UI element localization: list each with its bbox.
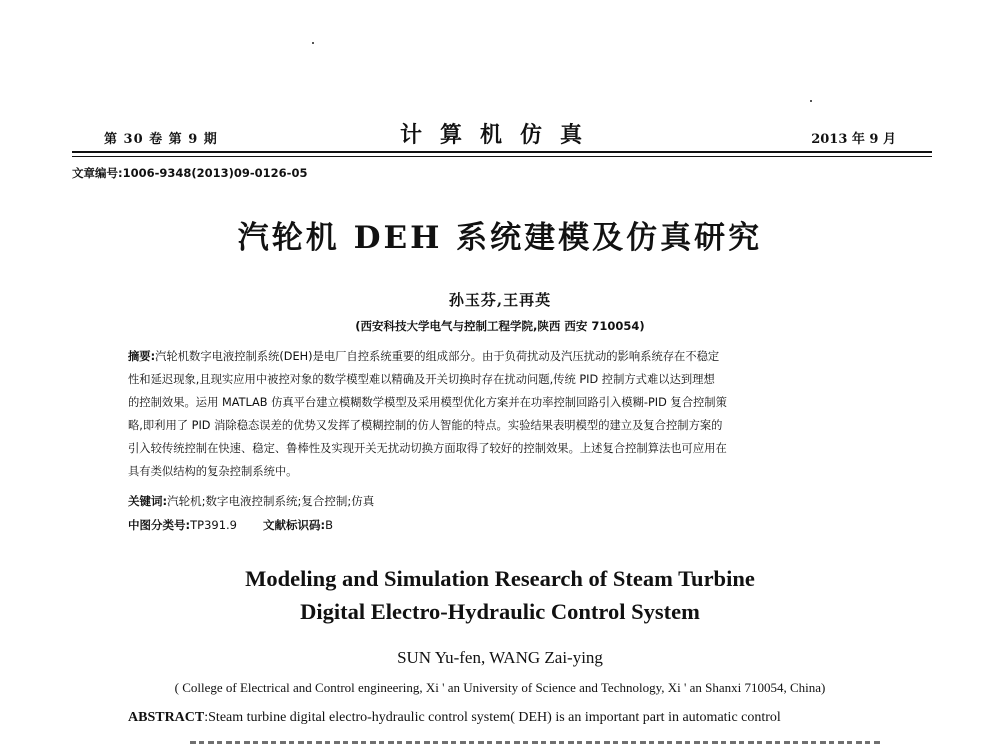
abstract-line: 性和延迟现象,且现实应用中被控对象的数学模型难以精确及开关切换时存在扰动问题,传统 PID 控制方式难以达到理想	[128, 373, 715, 386]
english-abstract-label: ABSTRACT	[128, 710, 205, 725]
chinese-keywords	[128, 493, 374, 509]
keywords-value: 汽轮机;数字电液控制系统;复合控制;仿真	[167, 494, 375, 508]
class-label: 中图分类号:	[128, 518, 191, 532]
chinese-abstract	[128, 345, 880, 483]
abstract-line: 具有类似结构的复杂控制系统中。	[128, 465, 298, 478]
english-authors: SUN Yu-fen, WANG Zai-ying	[397, 648, 603, 667]
class-value: TP391.9	[190, 518, 237, 532]
issue-date: 2013 年 9 月	[811, 132, 896, 147]
classification-line	[128, 517, 333, 533]
keywords-label: 关键词:	[128, 494, 168, 508]
english-title-line: Digital Electro-Hydraulic Control System	[300, 599, 700, 624]
english-title	[0, 562, 1000, 628]
doc-code-label: 文献标识码:	[263, 518, 326, 532]
header-rule-thick	[72, 151, 932, 153]
cropped-text-line	[190, 736, 880, 746]
chinese-authors: 孙玉芬,王再英	[448, 291, 552, 309]
header-rule-thin	[72, 156, 932, 157]
english-affiliation: ( College of Electrical and Control engineering, Xi ' an University of Science and Technology, Xi ' an Shanxi 710054, China)	[174, 680, 826, 695]
english-abstract	[128, 710, 880, 726]
abstract-line: 摘要:汽轮机数字电液控制系统(DEH)是电厂自控系统重要的组成部分。由于负荷扰动及汽压扰动的影响系统存在不稳定	[128, 350, 720, 363]
scan-speck	[312, 42, 314, 44]
english-abstract-text: :Steam turbine digital electro-hydraulic control system( DEH) is an important part in automatic control	[204, 710, 781, 725]
scan-speck	[810, 100, 812, 102]
abstract-line: 略,即利用了 PID 消除稳态误差的优势又发挥了模糊控制的仿人智能的特点。实验结果表明模型的建立及复合控制方案的	[128, 419, 723, 432]
volume-issue: 第 30 卷 第 9 期	[104, 132, 218, 147]
abstract-line: 的控制效果。运用 MATLAB 仿真平台建立模糊数学模型及采用模型优化方案并在功率控制回路引入模糊-PID 复合控制策	[128, 396, 727, 409]
abstract-line: 引入较传统控制在快速、稳定、鲁棒性及实现开关无扰动切换方面取得了较好的控制效果。上述复合控制算法也可应用在	[128, 442, 727, 455]
article-number: 文章编号:1006-9348(2013)09-0126-05	[72, 166, 308, 180]
journal-name: 计算机仿真	[399, 122, 600, 148]
english-title-line: Modeling and Simulation Research of Steam Turbine	[245, 566, 755, 591]
chinese-affiliation: (西安科技大学电气与控制工程学院,陕西 西安 710054)	[355, 319, 645, 333]
abstract-label: 摘要:	[128, 350, 156, 363]
doc-code-value: B	[325, 518, 333, 532]
chinese-title: 汽轮机 DEH 系统建模及仿真研究	[237, 220, 763, 256]
